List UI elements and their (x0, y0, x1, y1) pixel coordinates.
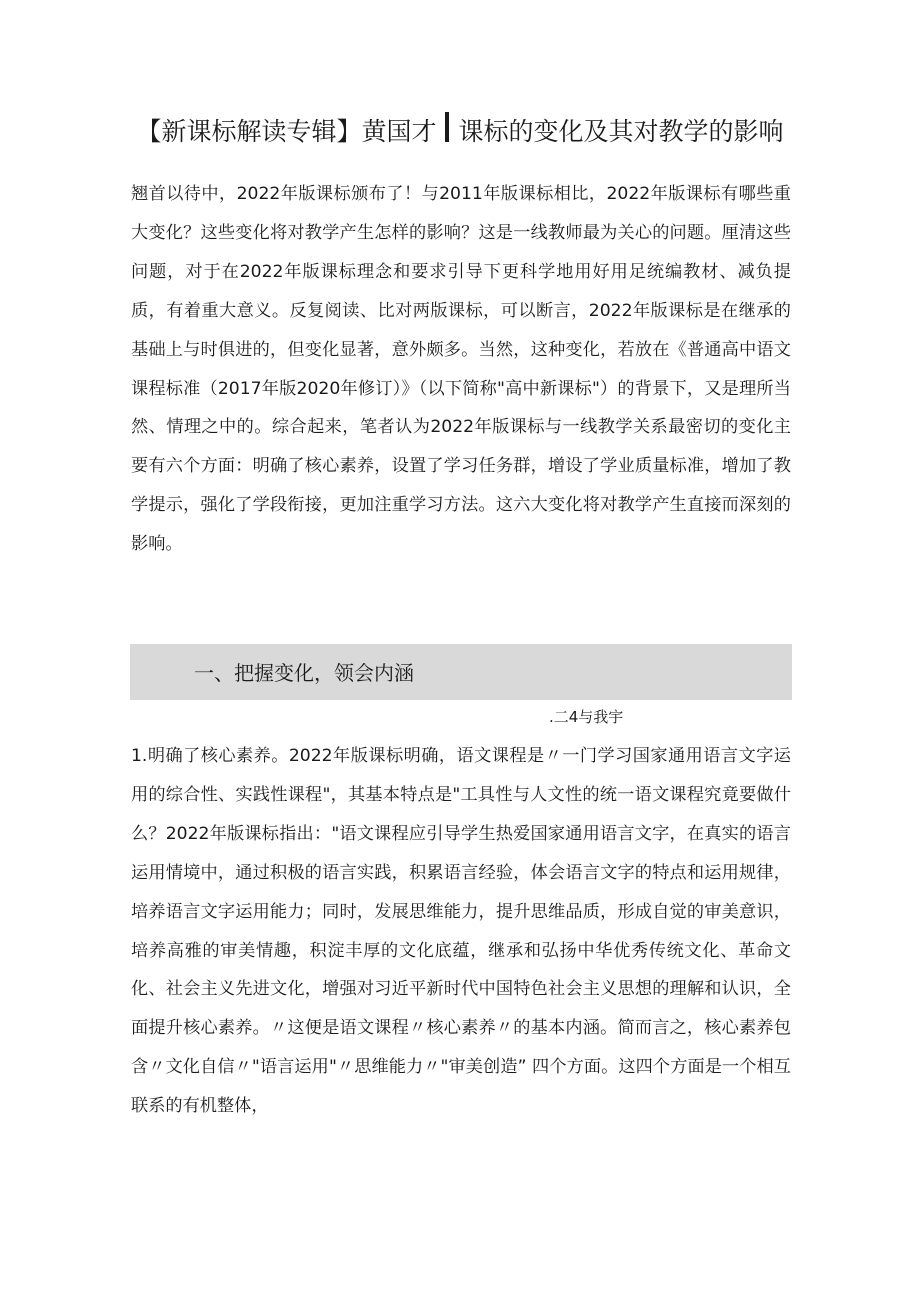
title-part-2: 课标的变化及其对教学的影响 (458, 117, 784, 146)
section-heading-band (130, 644, 792, 700)
title-part-1: 【新课标解读专辑】黄国才 (136, 117, 437, 146)
intro-paragraph: 翘首以待中，2022年版课标颁布了！与2011年版课标相比，2022年版课标有哪些重大变化？这些变化将对教学产生怎样的影响？这是一线教师最为关心的问题。厘清这些问题，对于在2022年版课标理念和要求引导下更科学地用好用足统编教材、减负提质，有着重大意义。反复阅读、比对两版课标，可以断言，2022年版课标是在继承的基础上与时俱进的，但变化显著，意外颇多。当然，这种变化，若放在《普通高中语文课程标准（2017年版2020年修订）》（以下简称"高中新课标"）的背景下，又是理所当然、情理之中的。综合起来，笔者认为2022年版课标与一线教学关系最密切的变化主要有六个方面：明确了核心素养，设置了学习任务群，增设了学业质量标准，增加了教学提示，强化了学段衔接，更加注重学习方法。这六大变化将对教学产生直接而深刻的影响。 (131, 184, 791, 555)
document-title (0, 108, 920, 156)
section-heading: 一、把握变化，领会内涵 (194, 661, 414, 685)
title-divider-bar (445, 112, 449, 142)
margin-note: .二4与我宇 (549, 708, 624, 726)
point-1-paragraph: 1.明确了核心素养。2022年版课标明确，语文课程是〃一门学习国家通用语言文字运用的综合性、实践性课程"，其基本特点是"工具性与人文性的统一语文课程究竟要做什么？2022年版课标指出："语文课程应引导学生热爱国家通用语言文字，在真实的语言运用情境中，通过积极的语言实践，积累语言经验，体会语言文字的特点和运用规律，培养语言文字运用能力；同时，发展思维能力，提升思维品质，形成自觉的审美意识，培养高雅的审美情趣，积淀丰厚的文化底蕴，继承和弘扬中华优秀传统文化、革命文化、社会主义先进文化，增强对习近平新时代中国特色社会主义思想的理解和认识，全面提升核心素养。〃这便是语文课程〃核心素养〃的基本内涵。简而言之，核心素养包含〃文化自信〃"语言运用"〃思维能力〃"审美创造” 四个方面。这四个方面是一个相互联系的有机整体， (131, 746, 791, 1117)
